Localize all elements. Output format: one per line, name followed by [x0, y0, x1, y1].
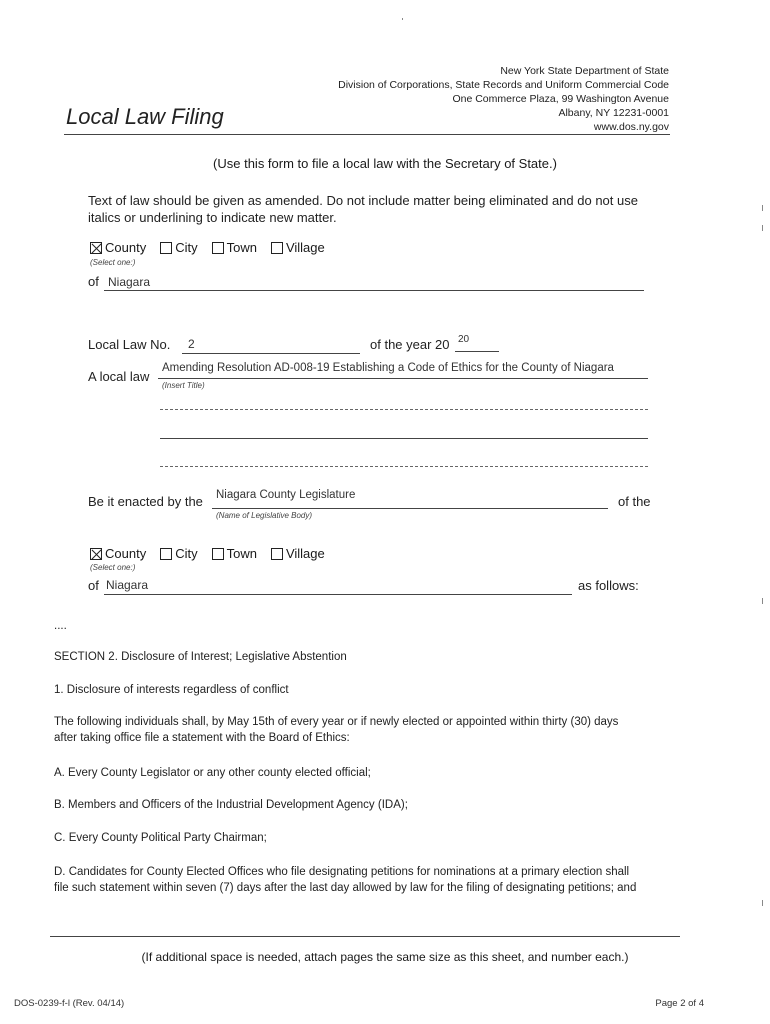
jurisdiction-select-1 — [90, 240, 333, 255]
insert-title-caption: (Insert Title) — [162, 381, 205, 390]
footer-divider — [50, 936, 680, 937]
option-village[interactable] — [271, 546, 325, 561]
item-d-line-1: D. Candidates for County Elected Offices who file designating petitions for nominations at a primary election shall — [54, 866, 630, 878]
agency-address-block — [338, 64, 669, 134]
option-city[interactable] — [160, 546, 197, 561]
legislative-body-field[interactable]: Niagara County Legislature — [216, 489, 356, 501]
legislative-body-caption: (Name of Legislative Body) — [216, 511, 313, 520]
option-town[interactable] — [212, 240, 257, 255]
checkbox-checked[interactable] — [90, 242, 102, 254]
local-law-no-label: Local Law No. — [88, 337, 171, 352]
agency-line: One Commerce Plaza, 99 Washington Avenue — [452, 93, 669, 105]
option-label: County — [105, 240, 147, 255]
local-law-title-field[interactable]: Amending Resolution AD-008-19 Establishing a Code of Ethics for the County of Niagara — [162, 362, 614, 374]
option-label: Village — [285, 240, 325, 255]
jurisdiction-select-2 — [90, 546, 333, 561]
form-title: Local Law Filing — [66, 104, 224, 129]
agency-line: Albany, NY 12231-0001 — [558, 107, 669, 119]
title-underline — [158, 378, 648, 379]
checkbox[interactable] — [212, 548, 224, 560]
item-d-line-2: file such statement within seven (7) days after the last day allowed by law for the filing of designating petitions; and — [54, 882, 637, 894]
item-a: A. Every County Legislator or any other county elected official; — [54, 767, 371, 779]
checkbox[interactable] — [212, 242, 224, 254]
scan-mark — [762, 225, 763, 231]
checkbox[interactable] — [271, 242, 283, 254]
checkbox[interactable] — [271, 548, 283, 560]
option-county[interactable] — [90, 546, 146, 561]
scan-mark — [762, 900, 763, 906]
a-local-law-label: A local law — [88, 369, 150, 384]
checkbox[interactable] — [160, 242, 172, 254]
be-it-enacted-label: Be it enacted by the — [88, 494, 203, 509]
local-law-no-field[interactable]: 2 — [188, 337, 195, 351]
option-county[interactable] — [90, 240, 146, 255]
municipality-underline — [104, 290, 644, 291]
as-follows-label: as follows: — [578, 578, 639, 593]
scan-mark — [402, 18, 403, 20]
municipality-field[interactable]: Niagara — [106, 578, 149, 592]
option-label: Village — [285, 546, 325, 561]
page-number: Page 2 of 4 — [655, 998, 704, 1009]
title-continuation-line-2 — [160, 438, 648, 439]
legislative-body-underline — [212, 508, 608, 509]
option-city[interactable] — [160, 240, 197, 255]
instruction-text: (Use this form to file a local law with the Secretary of State.) — [213, 156, 557, 171]
of-the-label: of the — [618, 494, 651, 509]
of-label: of — [88, 578, 99, 593]
option-label: County — [105, 546, 147, 561]
option-label: Town — [226, 546, 257, 561]
paragraph-line-1: The following individuals shall, by May 15th of every year or if newly elected or appointed within thirty (30) days — [54, 716, 619, 728]
item-c: C. Every County Political Party Chairman; — [54, 832, 267, 844]
title-continuation-line-1 — [160, 409, 648, 410]
option-village[interactable] — [271, 240, 325, 255]
agency-line: New York State Department of State — [500, 65, 669, 77]
text-note-line-1: Text of law should be given as amended. Do not include matter being eliminated and do not use — [88, 193, 638, 208]
footer-note: (If additional space is needed, attach pages the same size as this sheet, and number each.) — [141, 950, 629, 964]
ellipsis: .... — [54, 620, 67, 632]
form-number: DOS-0239-f-l (Rev. 04/14) — [14, 998, 125, 1009]
item-1: 1. Disclosure of interests regardless of conflict — [54, 684, 289, 696]
agency-website: www.dos.ny.gov — [593, 121, 669, 133]
section-heading: SECTION 2. Disclosure of Interest; Legislative Abstention — [54, 651, 347, 663]
year-field[interactable]: 20 — [458, 334, 470, 345]
year-underline — [455, 351, 499, 352]
agency-line: Division of Corporations, State Records and Uniform Commercial Code — [338, 79, 669, 91]
option-label: City — [175, 546, 198, 561]
scan-mark — [762, 205, 763, 211]
paragraph-line-2: after taking office file a statement with the Board of Ethics: — [54, 732, 350, 744]
municipality-field[interactable]: Niagara — [108, 275, 151, 289]
header-divider — [64, 134, 670, 135]
select-one-caption: (Select one:) — [90, 563, 136, 572]
municipality-underline — [104, 594, 572, 595]
checkbox-checked[interactable] — [90, 548, 102, 560]
option-label: Town — [226, 240, 257, 255]
of-label: of — [88, 274, 99, 289]
title-continuation-line-3 — [160, 466, 648, 467]
scan-mark — [762, 598, 763, 604]
of-the-year-label: of the year 20 — [370, 337, 450, 352]
select-one-caption: (Select one:) — [90, 258, 136, 267]
text-note-line-2: italics or underlining to indicate new matter. — [88, 210, 337, 225]
item-b: B. Members and Officers of the Industrial Development Agency (IDA); — [54, 799, 408, 811]
local-law-no-underline — [182, 353, 360, 354]
option-town[interactable] — [212, 546, 257, 561]
option-label: City — [175, 240, 198, 255]
checkbox[interactable] — [160, 548, 172, 560]
